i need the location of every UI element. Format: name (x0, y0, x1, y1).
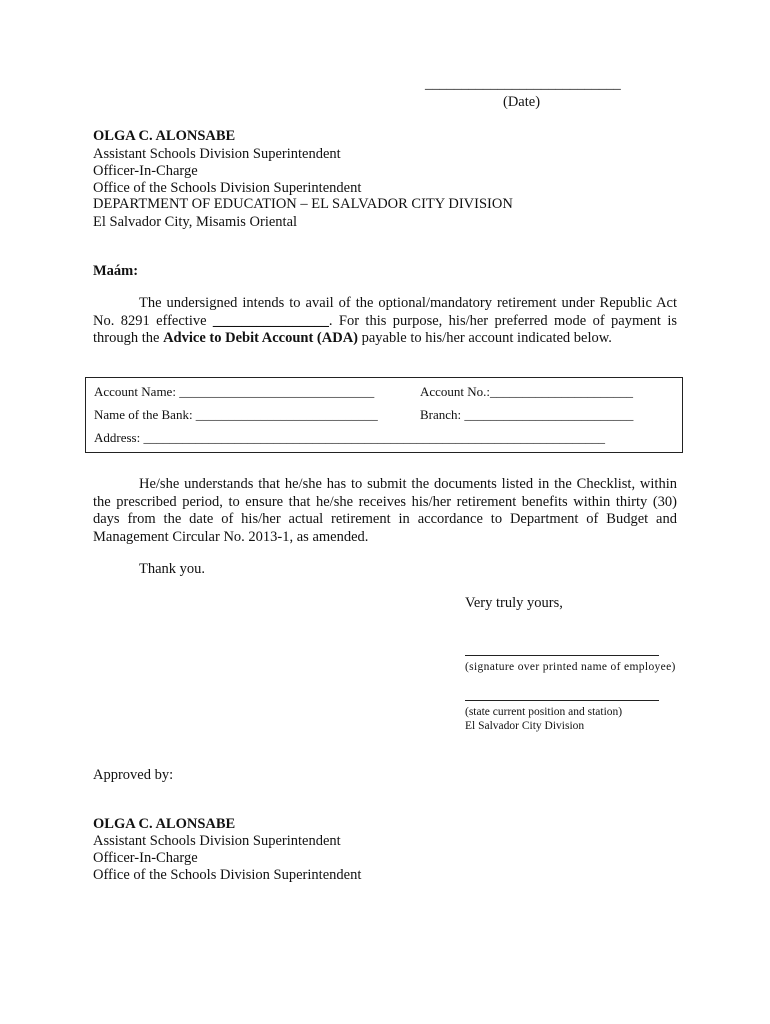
approver-line: Assistant Schools Division Superintendent (93, 833, 341, 849)
signature-line[interactable] (465, 655, 659, 656)
date-label: (Date) (503, 94, 541, 110)
addressee-line: Office of the Schools Division Superintendent (93, 180, 362, 196)
thank-you: Thank you. (139, 561, 206, 577)
account-name-field[interactable]: Account Name: ______________________________ (94, 384, 375, 399)
branch-field[interactable]: Branch: __________________________ (420, 407, 634, 422)
approved-by-label: Approved by: (93, 767, 174, 783)
approver-name: OLGA C. ALONSABE (93, 816, 236, 832)
account-number-field[interactable]: Account No.:______________________ (420, 384, 634, 399)
addressee-name: OLGA C. ALONSABE (93, 128, 236, 144)
addressee-line: El Salvador City, Misamis Oriental (93, 214, 298, 230)
paragraph1-text: payable to his/her account indicated below. (358, 330, 612, 346)
bank-name-field[interactable]: Name of the Bank: ____________________________ (94, 407, 378, 422)
addressee-line: Officer-In-Charge (93, 163, 198, 179)
approver-line: Officer-In-Charge (93, 850, 198, 866)
paragraph-retirement-intent (93, 295, 677, 348)
addressee-line: DEPARTMENT OF EDUCATION – EL SALVADOR CITY DIVISION (93, 196, 513, 212)
division-caption: El Salvador City Division (465, 720, 585, 732)
salutation: Maám: (93, 263, 139, 279)
paragraph1-text: The undersigned intends to avail of the optional/mandatory retirement under Republic Act No. 8291 effective (93, 295, 677, 329)
date-line[interactable]: ___________________________ (425, 76, 621, 92)
effective-date-blank[interactable]: ________________ (212, 312, 329, 329)
signature-caption: (signature over printed name of employee) (465, 661, 676, 673)
paragraph1-text: . For this purpose, his/her preferred mode of payment is through the (93, 312, 678, 346)
paragraph-checklist: He/she understands that he/she has to submit the documents listed in the Checklist, within the prescribed period, to ensure that he/she receives his/her retirement benefits within thirty (30) days from the date of his/her actual retirement in accordance to Department of Budget and Management Circular No. 2013-1, as amended. (93, 476, 677, 545)
position-caption: (state current position and station) (465, 706, 623, 718)
closing: Very truly yours, (465, 595, 563, 611)
addressee-line: Assistant Schools Division Superintendent (93, 146, 341, 162)
position-line[interactable] (465, 700, 659, 701)
ada-emphasis: Advice to Debit Account (ADA) (163, 330, 358, 346)
account-details-box (85, 377, 683, 453)
address-field[interactable]: Address: _______________________________________________________________________ (94, 430, 605, 445)
approver-line: Office of the Schools Division Superintendent (93, 867, 362, 883)
